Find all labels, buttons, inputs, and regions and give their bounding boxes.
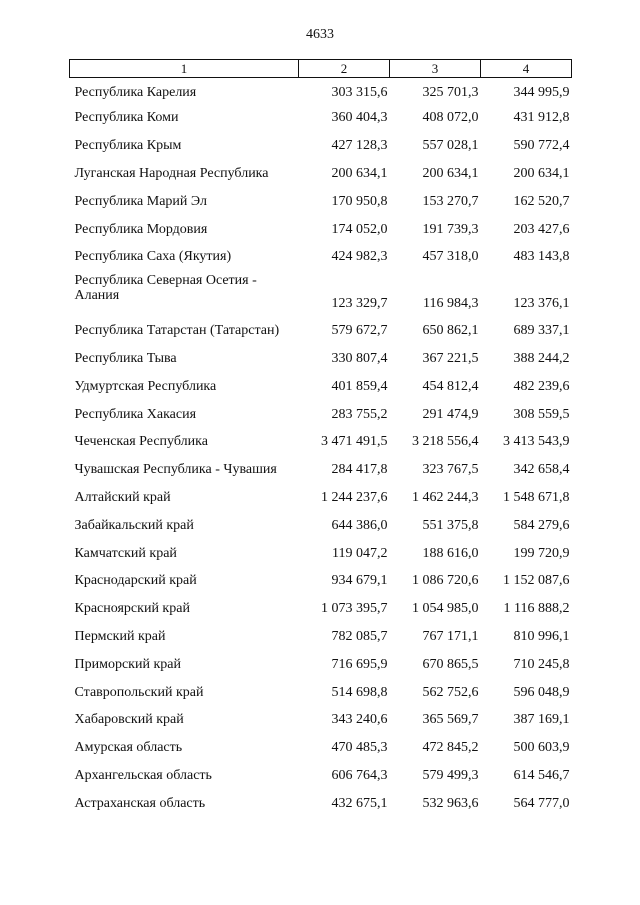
table-row [70, 706, 572, 734]
table-row [70, 456, 572, 484]
value-cell-col3: 323 767,5 [422, 462, 479, 478]
region-name-cell: Республика Мордовия [74, 221, 208, 237]
region-name-cell: Чувашская Республика - Чувашия [74, 462, 277, 478]
value-cell-col3: 562 752,6 [422, 684, 479, 700]
table-row [70, 484, 572, 512]
value-cell-col2: 606 764,3 [331, 767, 388, 783]
value-cell-col2: 283 755,2 [331, 406, 388, 422]
value-cell-col2: 401 859,4 [331, 378, 388, 394]
value-cell-col3: 153 270,7 [422, 193, 479, 209]
header-row [70, 60, 572, 78]
value-cell-col2: 170 950,8 [331, 193, 388, 209]
table-row [70, 650, 572, 678]
table-row [70, 623, 572, 651]
table-row [70, 428, 572, 456]
region-name-cell: Республика Тыва [74, 350, 177, 366]
region-name-cell: Республика Северная Осетия - Алания [74, 272, 257, 303]
value-cell-col4: 199 720,9 [513, 545, 570, 561]
region-name-cell: Республика Татарстан (Татарстан) [74, 323, 280, 339]
value-cell-col2: 424 982,3 [331, 249, 388, 265]
region-name-cell: Приморский край [74, 656, 181, 672]
value-cell-col4: 308 559,5 [513, 406, 570, 422]
budget-table [69, 59, 572, 817]
column-header-4: 4 [481, 60, 572, 78]
value-cell-col4: 431 912,8 [513, 110, 570, 126]
table-row [70, 317, 572, 345]
value-cell-col3: 3 218 556,4 [412, 434, 479, 450]
value-cell-col2: 579 672,7 [331, 323, 388, 339]
value-cell-col2: 934 679,1 [331, 573, 388, 589]
value-cell-col2: 782 085,7 [331, 628, 388, 644]
value-cell-col3: 1 054 985,0 [412, 601, 479, 617]
table-row [70, 762, 572, 790]
value-cell-col2: 514 698,8 [331, 684, 388, 700]
value-cell-col4: 344 995,9 [513, 84, 570, 100]
value-cell-col3: 457 318,0 [422, 249, 479, 265]
value-cell-col2: 3 471 491,5 [321, 434, 388, 450]
table-header [70, 60, 572, 78]
value-cell-col3: 532 963,6 [422, 795, 479, 811]
value-cell-col3: 408 072,0 [422, 110, 479, 126]
region-name-cell: Хабаровский край [74, 712, 184, 728]
region-name-cell: Удмуртская Республика [74, 378, 217, 394]
value-cell-col2: 303 315,6 [331, 84, 388, 100]
value-cell-col2: 432 675,1 [331, 795, 388, 811]
column-header-1: 1 [70, 60, 299, 78]
value-cell-col3: 557 028,1 [422, 138, 479, 154]
value-cell-col3: 472 845,2 [422, 740, 479, 756]
column-header-2: 2 [299, 60, 390, 78]
value-cell-col3: 767 171,1 [422, 628, 479, 644]
value-cell-col4: 810 996,1 [513, 628, 570, 644]
value-cell-col4: 482 239,6 [513, 378, 570, 394]
value-cell-col3: 291 474,9 [422, 406, 479, 422]
region-name-cell: Ставропольский край [74, 684, 204, 700]
value-cell-col4: 200 634,1 [513, 165, 570, 181]
value-cell-col2: 470 485,3 [331, 740, 388, 756]
value-cell-col2: 284 417,8 [331, 462, 388, 478]
value-cell-col2: 427 128,3 [331, 138, 388, 154]
table-row [70, 78, 572, 105]
region-name-cell: Архангельская область [74, 767, 212, 783]
region-name-cell: Республика Крым [74, 138, 182, 154]
value-cell-col3: 670 865,5 [422, 656, 479, 672]
value-cell-col2: 119 047,2 [332, 545, 388, 561]
value-cell-col4: 1 116 888,2 [503, 601, 570, 617]
value-cell-col4: 483 143,8 [513, 249, 570, 265]
region-name-cell: Республика Карелия [74, 84, 197, 100]
table-row [70, 215, 572, 243]
value-cell-col4: 596 048,9 [513, 684, 570, 700]
region-name-cell: Республика Марий Эл [74, 193, 207, 209]
table-row [70, 567, 572, 595]
region-name-cell: Забайкальский край [74, 517, 194, 533]
value-cell-col3: 1 086 720,6 [412, 573, 479, 589]
value-cell-col2: 360 404,3 [331, 110, 388, 126]
table-row [70, 789, 572, 817]
value-cell-col2: 123 329,7 [331, 295, 388, 311]
region-name-cell: Республика Хакасия [74, 406, 197, 422]
value-cell-col3: 454 812,4 [422, 378, 479, 394]
region-name-cell: Амурская область [74, 740, 183, 756]
value-cell-col2: 1 073 395,7 [321, 601, 388, 617]
value-cell-col3: 188 616,0 [422, 545, 479, 561]
value-cell-col4: 203 427,6 [513, 221, 570, 237]
value-cell-col3: 367 221,5 [422, 350, 479, 366]
value-cell-col3: 551 375,8 [422, 517, 479, 533]
table-body [70, 78, 572, 818]
value-cell-col3: 200 634,1 [422, 165, 479, 181]
value-cell-col4: 123 376,1 [513, 295, 570, 311]
column-header-3: 3 [390, 60, 481, 78]
value-cell-col3: 325 701,3 [422, 84, 479, 100]
table-row [70, 345, 572, 373]
value-cell-col3: 365 569,7 [422, 712, 479, 728]
table-row [70, 539, 572, 567]
table-row [70, 595, 572, 623]
value-cell-col4: 689 337,1 [513, 323, 570, 339]
value-cell-col3: 1 462 244,3 [412, 489, 479, 505]
region-name-cell: Камчатский край [74, 545, 177, 561]
region-name-cell: Чеченская Республика [74, 434, 208, 450]
value-cell-col3: 650 862,1 [422, 323, 479, 339]
value-cell-col2: 343 240,6 [331, 712, 388, 728]
region-name-cell: Республика Саха (Якутия) [74, 249, 232, 265]
table-row [70, 160, 572, 188]
value-cell-col2: 174 052,0 [331, 221, 388, 237]
region-name-cell: Пермский край [74, 628, 166, 644]
region-name-cell: Республика Коми [74, 110, 179, 126]
region-name-cell: Краснодарский край [74, 573, 197, 589]
value-cell-col2: 644 386,0 [331, 517, 388, 533]
table-row [70, 132, 572, 160]
value-cell-col4: 564 777,0 [513, 795, 570, 811]
region-name-cell: Астраханская область [74, 795, 206, 811]
region-name-cell: Красноярский край [74, 601, 190, 617]
region-name-cell: Луганская Народная Республика [74, 165, 269, 181]
table-row [70, 243, 572, 271]
table-row [70, 271, 572, 317]
value-cell-col2: 716 695,9 [331, 656, 388, 672]
value-cell-col4: 388 244,2 [513, 350, 570, 366]
table-row [70, 678, 572, 706]
value-cell-col4: 710 245,8 [513, 656, 570, 672]
value-cell-col4: 584 279,6 [513, 517, 570, 533]
table-row [70, 511, 572, 539]
value-cell-col4: 3 413 543,9 [503, 434, 570, 450]
region-name-cell: Алтайский край [74, 489, 171, 505]
value-cell-col2: 1 244 237,6 [321, 489, 388, 505]
value-cell-col2: 330 807,4 [331, 350, 388, 366]
value-cell-col4: 590 772,4 [513, 138, 570, 154]
value-cell-col4: 614 546,7 [513, 767, 570, 783]
value-cell-col4: 1 548 671,8 [503, 489, 570, 505]
table-row [70, 187, 572, 215]
page-number: 4633 [306, 27, 334, 42]
value-cell-col3: 579 499,3 [422, 767, 479, 783]
value-cell-col4: 500 603,9 [513, 740, 570, 756]
value-cell-col4: 342 658,4 [513, 462, 570, 478]
value-cell-col3: 191 739,3 [422, 221, 479, 237]
value-cell-col3: 116 984,3 [423, 295, 479, 311]
table-row [70, 372, 572, 400]
value-cell-col4: 162 520,7 [513, 193, 570, 209]
table-row [70, 400, 572, 428]
table-row [70, 104, 572, 132]
table-row [70, 734, 572, 762]
value-cell-col2: 200 634,1 [331, 165, 388, 181]
value-cell-col4: 1 152 087,6 [503, 573, 570, 589]
value-cell-col4: 387 169,1 [513, 712, 570, 728]
